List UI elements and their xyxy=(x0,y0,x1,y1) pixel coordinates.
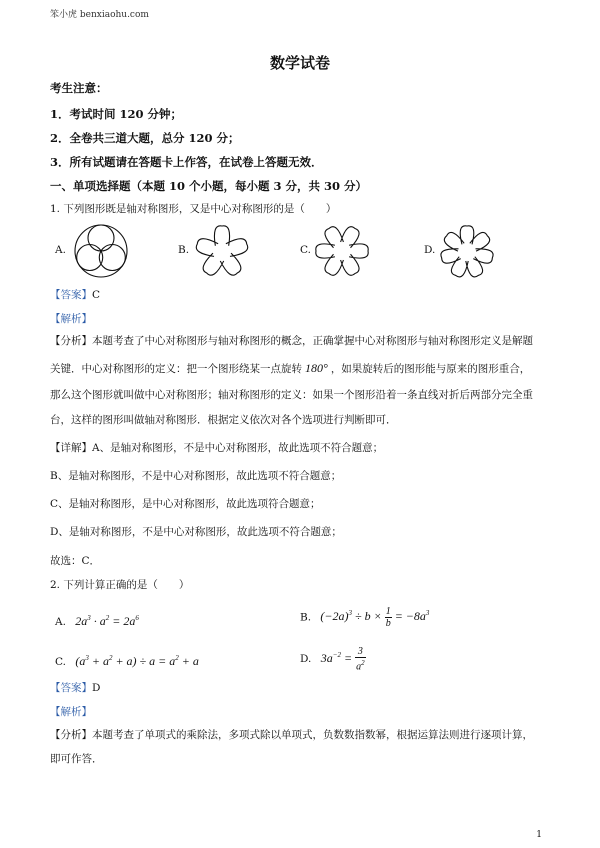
q2-option-d xyxy=(300,646,366,672)
q1-detail-d: D、是轴对称图形，不是中心对称图形，故此选项不符合题意； xyxy=(50,526,342,538)
fenxi-text: ，如果旋转后的图形能与原来的图形重合， xyxy=(330,363,531,375)
q1-figure-b xyxy=(193,222,251,280)
q2-fenxi-line-2: 即可作答． xyxy=(50,753,103,765)
q1-option-c-label: C. xyxy=(300,244,311,256)
q2-answer xyxy=(50,681,100,695)
q1-stem: 1. 下列图形既是轴对称图形，又是中心对称图形的是（ ） xyxy=(50,203,337,215)
q2-stem: 2. 下列计算正确的是（ ） xyxy=(50,579,190,591)
notice-item-1: 1．考试时间 120 分钟； xyxy=(50,107,183,121)
q1-fenxi-line-1 xyxy=(50,334,533,348)
q2-analysis-tag: 【解析】 xyxy=(50,706,92,718)
detail-text: A、是轴对称图形，不是中心对称图形，故此选项不符合题意； xyxy=(92,442,384,454)
fenxi-text: 关键．中心对称图形的定义：把一个图形绕某一点旋转 xyxy=(50,363,302,375)
answer-value: C xyxy=(92,289,101,301)
answer-tag: 【答案】 xyxy=(50,682,92,694)
q2-option-c-label: C. xyxy=(55,656,66,668)
site-header: 笨小虎 benxiaohu.com xyxy=(50,10,149,20)
answer-tag: 【答案】 xyxy=(50,289,92,301)
q2-option-c xyxy=(55,651,199,669)
q1-option-d-label: D. xyxy=(424,244,436,256)
q2-option-d-label: D. xyxy=(300,652,312,665)
q1-figure-a xyxy=(72,222,130,280)
q2-option-a xyxy=(55,611,139,629)
section-heading: 一、单项选择题（本题 10 个小题，每小题 3 分，共 30 分） xyxy=(50,179,368,193)
q1-analysis-tag: 【解析】 xyxy=(50,313,92,325)
fenxi-text: 本题考查了中心对称图形与轴对称图形的概念，正确掌握中心对称图形与轴对称图形定义是解题 xyxy=(92,335,533,347)
fenxi-tag: 【分析】 xyxy=(50,335,92,347)
xiangjie-tag: 【详解】 xyxy=(50,442,92,454)
notice-item-2: 2．全卷共三道大题，总分 120 分； xyxy=(50,131,240,145)
q2-fenxi-line-1 xyxy=(50,728,533,742)
q2-option-b-formula: $(-2a)^3 \div b$ × $\frac{1}{b}$ = $-8a^3$ xyxy=(320,606,430,629)
q1-figure-d xyxy=(438,222,496,280)
q1-conclusion: 故选：C． xyxy=(50,555,101,567)
q1-option-b-label: B. xyxy=(178,244,190,256)
page-title: 数学试卷 xyxy=(269,54,330,72)
q1-detail-a xyxy=(50,441,383,455)
q2-option-d-formula: $3a^{-2}$ = $\frac{3}{a^2}$ xyxy=(320,646,365,673)
answer-value: D xyxy=(92,682,101,694)
fenxi-text: 本题考查了单项式的乘除法，多项式除以单项式，负数数指数幂，根据运算法则进行逐项计算， xyxy=(92,729,533,741)
rotation-angle: 180° xyxy=(305,361,328,375)
q1-figure-c xyxy=(313,222,371,280)
notice-item-3: 3．所有试题请在答题卡上作答，在试卷上答题无效． xyxy=(50,155,323,169)
q1-fenxi-line-2 xyxy=(50,361,530,376)
q1-detail-b: B、是轴对称图形，不是中心对称图形，故此选项不符合题意； xyxy=(50,470,342,482)
q2-option-a-formula: $2a^3 \cdot a^2 = 2a^6$ xyxy=(75,614,139,628)
q1-fenxi-line-4: 台，这样的图形叫做轴对称图形．根据定义依次对各个选项进行判断即可． xyxy=(50,414,397,426)
q1-answer xyxy=(50,288,100,302)
q1-detail-c: C、是轴对称图形，是中心对称图形，故此选项符合题意； xyxy=(50,498,321,510)
page-number: 1 xyxy=(536,830,542,840)
q2-option-b-label: B. xyxy=(300,611,312,624)
q2-option-a-label: A. xyxy=(55,616,66,628)
q1-option-a-label: A. xyxy=(55,244,66,256)
q2-option-c-formula: $(a^3 + a^2 + a) \div a = a^2 + a$ xyxy=(75,654,199,668)
q1-fenxi-line-3: 那么这个图形就叫做中心对称图形；轴对称图形的定义：如果一个图形沿着一条直线对折后两部分完全重 xyxy=(50,389,533,401)
q2-option-b xyxy=(300,606,429,629)
fenxi-tag: 【分析】 xyxy=(50,729,92,741)
notice-heading: 考生注意： xyxy=(50,81,108,95)
